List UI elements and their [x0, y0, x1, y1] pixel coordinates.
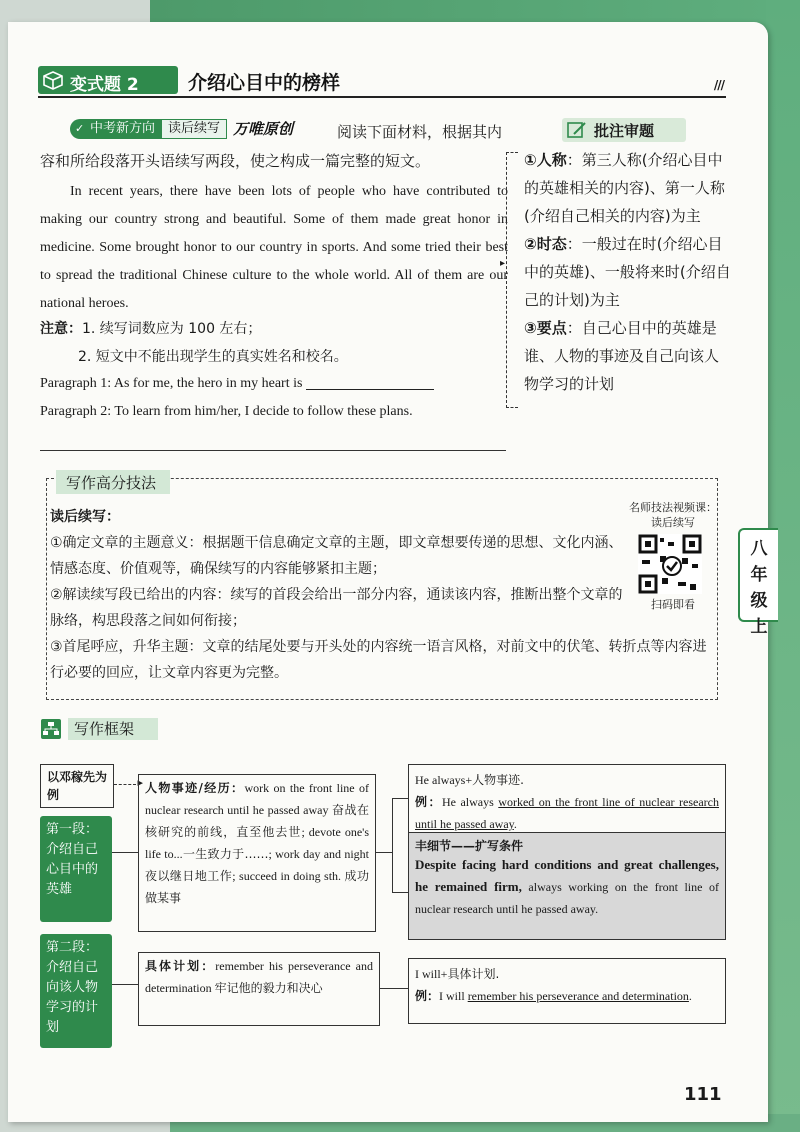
- tips-tab: 写作高分技法: [56, 470, 170, 494]
- connector-step1: [112, 852, 138, 853]
- variant-label: 变式题 2: [70, 75, 139, 95]
- tag-type: 读后续写: [161, 119, 227, 139]
- annotation-notes: [524, 146, 732, 398]
- task-instruction: 阅读下面材料，根据其内容和所给段落开头语续写两段，使之构成一篇完整的短文。: [40, 123, 503, 170]
- annotation-item-1: ①人称：第三人称(介绍心目中的英雄相关的内容)、第一人称(介绍自己相关的内容)为主: [524, 151, 725, 225]
- annotation-header: [562, 118, 686, 142]
- note-1: 1. 续写词数应为 100 左右；: [82, 321, 262, 337]
- tips-points: [50, 530, 710, 686]
- annotation-bracket: [506, 152, 518, 408]
- reading-passage: In recent years, there have been lots of people who have contributed to making our country strong and beautiful. Some of them made great honor in medicine. Some brought honor to our country in sports. And some tried their best to spread the traditional Chinese culture to the whole world. All of them are our national heroes.: [40, 184, 508, 311]
- paragraph-1-text: Paragraph 1: As for me, the hero in my heart is: [40, 376, 303, 391]
- paragraph-1-starter: [40, 376, 434, 392]
- connector-rb2: [392, 892, 408, 893]
- detail-expansion-box: 丰细节——扩写条件 Despite facing hard conditions and great challenges, he remained firm, always working on the front line of nuclear research until he passed away.: [408, 832, 726, 940]
- connector-deeds-right: [376, 852, 392, 853]
- connector-step2: [112, 984, 138, 985]
- annotation-item-3: ③要点：自己心目中的英雄是谁、人物的事迹及自己向该人物学习的计划: [524, 319, 720, 393]
- tips-heading: 读后续写：: [50, 509, 120, 525]
- pen-note-icon: [566, 120, 588, 140]
- answer-blank[interactable]: [306, 376, 434, 390]
- qr-caption: 名师技法视频课：读后续写: [629, 501, 717, 529]
- step-1-box: 第一段：介绍自己心目中的英雄: [40, 816, 112, 922]
- paragraph-2-starter: Paragraph 2: To learn from him/her, I decide to follow these plans.: [40, 404, 413, 419]
- tip-point-2: ②解读续写段已给出的内容：续写的首段会给出一部分内容，通读该内容，推断出整个文章的脉络，构思段落之间如何衔接；: [50, 587, 623, 629]
- example-arrow: [114, 784, 136, 785]
- grade-label: 八年级上: [750, 539, 768, 637]
- note-line-1: [40, 318, 261, 338]
- pattern-2-box: I will+具体计划. 例：I will remember his perseverance and determination.: [408, 958, 726, 1024]
- connector-rb1: [392, 798, 408, 799]
- example-person-box: 以邓稼先为例: [40, 764, 114, 808]
- annotation-title: 批注审题: [594, 122, 655, 140]
- cube-icon: [42, 70, 64, 90]
- connector-vertical-1: [392, 798, 393, 892]
- section-header: [38, 66, 726, 98]
- page-title: 介绍心目中的榜样: [188, 72, 341, 94]
- annotation-item-2: ②时态：一般过在时(介绍心目中的英雄)、一般将来时(介绍自己的计划)为主: [524, 235, 731, 309]
- note-line-2: 2. 短文中不能出现学生的真实姓名和校名。: [78, 349, 348, 365]
- bracket-arrow: ▸: [500, 258, 506, 269]
- detail-title: 丰细节——扩写条件: [415, 839, 524, 853]
- tag-original: 万唯原创: [233, 120, 294, 138]
- variant-badge: [38, 66, 178, 94]
- answer-line: [40, 450, 506, 451]
- connector-plan-right: [380, 988, 408, 989]
- tip-point-1: ①确定文章的主题意义：根据题干信息确定文章的主题，即文章想要传递的思想、文化内涵、情感态度、价值观等，确保续写的内容能够紧扣主题；: [50, 535, 623, 577]
- tag-new-direction: ✓ 中考新方向: [70, 119, 161, 139]
- grade-side-tab[interactable]: [738, 528, 778, 637]
- qr-scan-label: 扫码即看: [651, 598, 695, 611]
- qr-code-icon[interactable]: [638, 534, 702, 594]
- pattern-1-box: He always+人物事迹. 例：He always worked on the front line of nuclear research until he passed away.: [408, 764, 726, 834]
- plan-box: 具体计划：remember his perseverance and determination 牢记他的毅力和决心: [138, 952, 380, 1026]
- framework-title: 写作框架: [68, 718, 158, 740]
- slash-marks: ///: [713, 78, 724, 92]
- step-2-box: 第二段：介绍自己向该人物学习的计划: [40, 934, 112, 1048]
- deeds-box: 人物事迹/经历：work on the front line of nuclear research until he passed away 奋战在核研究的前线，直至他去世; devote one's life to...一生致力于……; work day and night 夜以继日地工作; succeed in doing sth. 成功做某事: [138, 774, 376, 932]
- framework-icon: [40, 718, 62, 740]
- page-number: 111: [684, 1084, 722, 1105]
- tip-point-3: ③首尾呼应，升华主题：文章的结尾处要与开头处的内容统一语言风格，对前文中的伏笔、转折点等内容进行必要的回应，让文章内容更为完整。: [50, 639, 707, 681]
- note-label: 注意：: [40, 321, 82, 337]
